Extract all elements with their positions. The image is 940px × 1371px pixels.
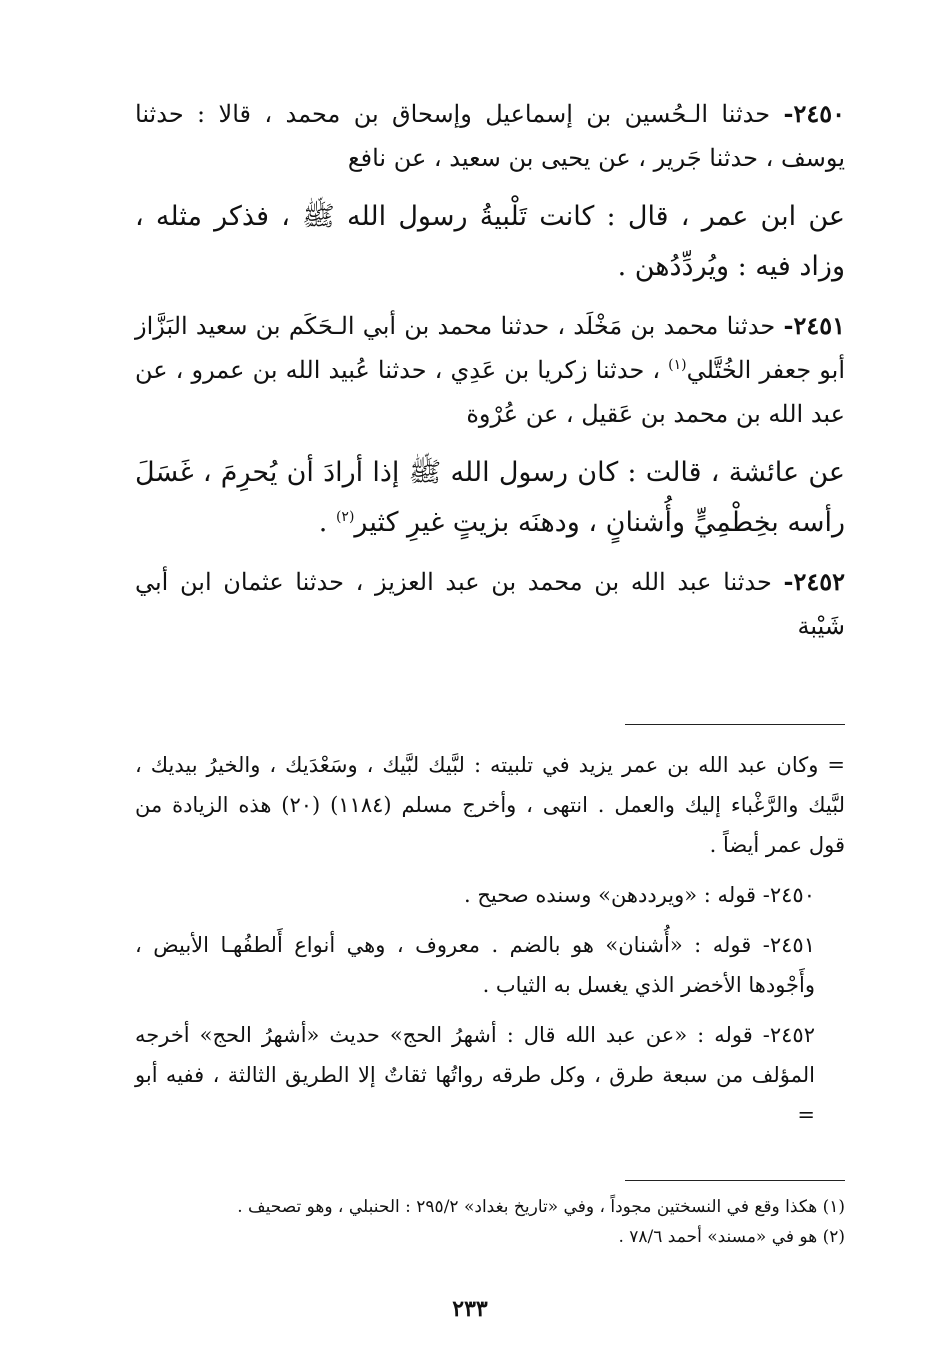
hadith-2451-matn <box>135 448 845 548</box>
page-number: ٢٣٣ <box>452 1296 488 1322</box>
hadith-text-continued: ، حدثنا زكريا بن عَدِي ، حدثنا عُبيد الله بن عمرو ، عن عبد الله بن محمد بن عَقيل ، عن عُرْوة <box>135 356 845 428</box>
hadith-text: حدثنا عبد الله بن محمد بن عبد العزيز ، حدثنا عثمان ابن أبي شَيْبة <box>135 568 845 640</box>
commentary <box>135 745 845 1145</box>
footnote-1: (١) هكذا وقع في النسختين مجوداً ، وفي «تاريخ بغداد» ٢٩٥/٢ : الحنبلي ، وهو تصحيف . <box>237 1197 845 1217</box>
commentary-paragraph: ٢٤٥١- قوله : «أُشنان» هو بالضم . معروف ، وهي أنواع أَلطفُهـا الأبيض ، وأَجْودها الأخضر الذي يغسل به الثياب . <box>135 933 815 997</box>
footnote-2: (٢) هو في «مسند» أحمد ٧٨/٦ . <box>618 1227 845 1247</box>
commentary-paragraph: = وكان عبد الله بن عمر يزيد في تلبيته : لبَّيك لبَّيك ، وسَعْدَيك ، والخيرُ بيديك ، لبَّيك والرَّغْباء إليك والعمل . انتهى ، وأخرج مسلم (١١٨٤) (٢٠) هذه الزيادة من قول عمر أيضاً . <box>135 753 845 857</box>
hadith-2452 <box>135 560 845 648</box>
footnotes <box>135 1192 845 1252</box>
hadith-2451 <box>135 304 845 436</box>
hadith-text-continued: . <box>318 507 336 538</box>
separator-rule <box>625 724 845 725</box>
hadith-text: عن ابن عمر ، قال : كانت تَلْبيةُ رسول الله ﷺ ، فذكر مثله ، وزاد فيه : ويُردِّدُهن . <box>135 201 845 282</box>
hadith-text: عن عائشة ، قالت : كان رسول الله ﷺ إذا أرادَ أن يُحرِمَ ، غَسَلَ رأسه بخِطْمِيٍّ وأُشنانٍ ، ودهنَه بزيتٍ غيرِ كثير <box>135 457 845 538</box>
hadith-2450-matn <box>135 192 845 292</box>
hadith-text: حدثنا الـحُسين بن إسماعيل وإسحاق بن محمد ، قالا : حدثنا يوسف ، حدثنا جَرير ، عن يحيى بن سعيد ، عن نافع <box>135 100 845 172</box>
footnote-rule <box>625 1180 845 1181</box>
footnote-marker: (١) <box>668 357 687 373</box>
main-text <box>135 92 845 660</box>
footnote-marker: (٢) <box>335 509 355 525</box>
commentary-paragraph: ٢٤٥٢- قوله : «عن عبد الله قال : أشهرُ الحج» حديث «أشهرُ الحج» أخرجه المؤلف من سبعة طرق ، وكل طرقه رواتُها ثقاتٌ إلا الطريق الثالثة ، ففيه أبو = <box>135 1023 815 1127</box>
hadith-number: ٢٤٥٢- <box>783 567 845 596</box>
commentary-paragraph: ٢٤٥٠- قوله : «ويرددهن» وسنده صحيح . <box>464 883 815 907</box>
hadith-number: ٢٤٥١- <box>783 311 845 340</box>
hadith-2450 <box>135 92 845 180</box>
hadith-number: ٢٤٥٠- <box>783 99 845 128</box>
hadith-text: حدثنا محمد بن مَخْلَد ، حدثنا محمد بن أبي الـحَكَم بن سعيد البَزَّاز أبو جعفر الخُتَّلي <box>135 312 845 384</box>
